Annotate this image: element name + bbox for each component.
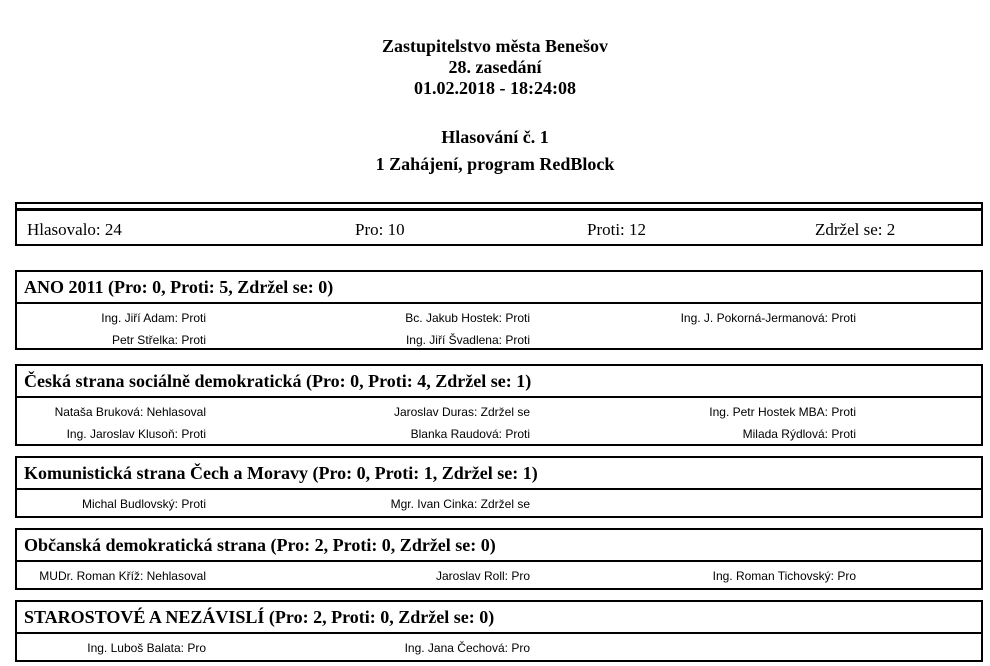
- party-title: Komunistická strana Čech a Moravy (Pro: 0, Proti: 1, Zdržel se: 1): [17, 458, 981, 490]
- vote-heading: [0, 124, 990, 178]
- party-block: [15, 528, 983, 590]
- member-vote: Ing. J. Pokorná-Jermanová: Proti: [680, 311, 856, 325]
- document-header: [0, 36, 990, 99]
- member-vote: Ing. Jiří Švadlena: Proti: [405, 333, 530, 347]
- member-vote: Jaroslav Roll: Pro: [435, 569, 530, 583]
- member-vote: Ing. Jana Čechová: Pro: [404, 641, 530, 655]
- member-vote: Michal Budlovský: Proti: [81, 497, 206, 511]
- summary-abstain: Zdržel se: 2: [815, 220, 896, 239]
- party-title: Česká strana sociálně demokratická (Pro: 0, Proti: 4, Zdržel se: 1): [17, 366, 981, 398]
- member-vote: Mgr. Ivan Cinka: Zdržel se: [390, 497, 530, 511]
- summary-voted: Hlasovalo: 24: [27, 220, 122, 239]
- member-vote: Bc. Jakub Hostek: Proti: [405, 311, 530, 325]
- vote-number: Hlasování č. 1: [441, 127, 549, 147]
- member-vote: Ing. Luboš Balata: Pro: [87, 641, 206, 655]
- session-datetime: 01.02.2018 - 18:24:08: [414, 78, 576, 98]
- session-number: 28. zasedání: [448, 57, 542, 77]
- party-block: [15, 456, 983, 518]
- member-vote: Ing. Roman Tichovský: Pro: [712, 569, 856, 583]
- party-title: Občanská demokratická strana (Pro: 2, Proti: 0, Zdržel se: 0): [17, 530, 981, 562]
- member-vote: Nataša Bruková: Nehlasoval: [54, 405, 206, 419]
- member-vote: Ing. Petr Hostek MBA: Proti: [709, 405, 856, 419]
- member-vote: Milada Rýdlová: Proti: [742, 427, 856, 441]
- party-title: ANO 2011 (Pro: 0, Proti: 5, Zdržel se: 0): [17, 272, 981, 304]
- party-title: STAROSTOVÉ A NEZÁVISLÍ (Pro: 2, Proti: 0, Zdržel se: 0): [17, 602, 981, 634]
- council-name: Zastupitelstvo města Benešov: [382, 36, 608, 56]
- party-block: [15, 364, 983, 446]
- vote-summary: [15, 202, 983, 246]
- member-vote: Jaroslav Duras: Zdržel se: [393, 405, 530, 419]
- summary-top-rule: [15, 202, 983, 211]
- party-block: [15, 270, 983, 350]
- member-vote: Ing. Jiří Adam: Proti: [101, 311, 206, 325]
- summary-against: Proti: 12: [587, 220, 647, 239]
- member-vote: Ing. Jaroslav Klusoň: Proti: [66, 427, 206, 441]
- member-vote: Blanka Raudová: Proti: [410, 427, 530, 441]
- member-vote: MUDr. Roman Kříž: Nehlasoval: [39, 569, 206, 583]
- vote-topic: 1 Zahájení, program RedBlock: [375, 154, 615, 174]
- party-block: [15, 600, 983, 662]
- member-vote: Petr Střelka: Proti: [111, 333, 206, 347]
- summary-for: Pro: 10: [355, 220, 405, 239]
